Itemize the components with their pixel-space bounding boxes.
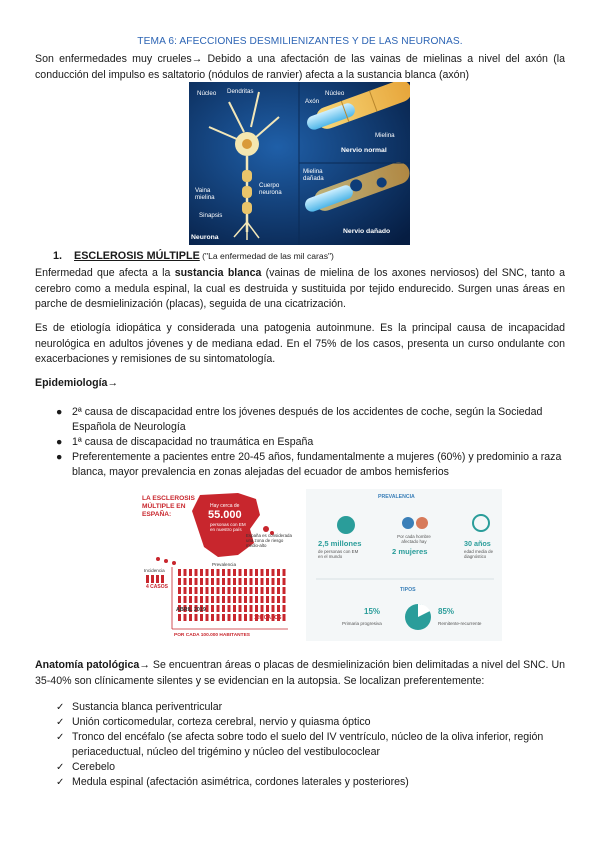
- list-item: [38, 775, 566, 790]
- infographic-abril: ABRIL 2019: [176, 607, 206, 613]
- person-mark: [195, 614, 198, 621]
- list-item: [38, 760, 566, 775]
- person-mark: [189, 614, 192, 621]
- esclerosis-infographic: [138, 489, 502, 641]
- check-icon: ✓: [56, 777, 65, 788]
- person-mark: [228, 605, 231, 612]
- person-mark: [277, 569, 280, 576]
- list-item-text: Cerebelo: [72, 761, 115, 773]
- person-mark: [239, 605, 242, 612]
- list-item: [38, 405, 566, 435]
- person-mark: [255, 587, 258, 594]
- infographic-casos-4: 4 CASOS: [146, 584, 168, 590]
- person-mark: [239, 587, 242, 594]
- person-mark: [283, 596, 286, 603]
- infographic-prevalencia: PREVALENCIA: [378, 494, 415, 500]
- list-item: [38, 450, 566, 480]
- person-mark: [233, 614, 236, 621]
- label-cuerpo: Cuerpo neurona: [259, 182, 282, 196]
- list-item: [38, 700, 566, 715]
- list-item: [38, 435, 566, 450]
- infographic-millones-sub: de personas con EM en el mundo: [318, 549, 359, 559]
- infographic-millones: 2,5 millones: [318, 539, 362, 548]
- person-mark: [250, 587, 253, 594]
- person-mark: [277, 587, 280, 594]
- person-mark: [283, 605, 286, 612]
- person-mark: [206, 569, 209, 576]
- label-vaina: Vaina mielina: [195, 187, 215, 201]
- anatomia-paragraph: [35, 658, 565, 689]
- person-mark: [211, 596, 214, 603]
- person-mark: [233, 605, 236, 612]
- person-mark: [261, 596, 264, 603]
- label-nucleo-2: Núcleo: [325, 90, 345, 97]
- person-mark: [244, 569, 247, 576]
- para1-bold: sustancia blanca: [174, 267, 262, 279]
- person-mark: [211, 614, 214, 621]
- person-mark: [222, 596, 225, 603]
- infographic-pct-15: 15%: [364, 607, 381, 616]
- bullet-icon: ●: [56, 436, 63, 448]
- person-mark: [239, 614, 242, 621]
- person-mark: [217, 578, 220, 585]
- person-mark: [222, 605, 225, 612]
- infographic-dos-mujeres: 2 mujeres: [392, 547, 428, 556]
- person-mark: [206, 605, 209, 612]
- person-mark: [178, 578, 181, 585]
- label-nervio-normal: Nervio normal: [341, 147, 387, 154]
- paragraph-2: Es de etiología idiopática y considerada una patogenia autoinmune. Es la principal causa de incapacidad neurológica en adultos jóvenes y de mediana edad. En el 75% de los casos, presenta un curso ondulante con exacerbaciones y remisiones de su sintomatología.: [35, 322, 565, 365]
- infographic-personas: personas con EM en nuestro país: [210, 522, 246, 532]
- label-mielina-danada: Mielina dañada: [303, 168, 324, 182]
- arrow-icon: →: [139, 659, 150, 671]
- person-mark: [222, 578, 225, 585]
- person-mark: [283, 569, 286, 576]
- list-item-text: Medula espinal (afectación asimétrica, cordones laterales y posteriores): [72, 776, 409, 788]
- infographic-anios: 30 años: [464, 539, 491, 548]
- person-mark: [228, 587, 231, 594]
- person-mark: [200, 587, 203, 594]
- person-mark: [228, 569, 231, 576]
- person-mark: [266, 605, 269, 612]
- person-mark: [233, 587, 236, 594]
- person-mark: [233, 578, 236, 585]
- person-mark: [184, 587, 187, 594]
- list-item-text: Tronco del encéfalo (se afecta sobre todo el suelo del IV ventrículo, núcleo de la oliva inferior, región periaceductual, núcleo del trigémino y núcleo del vestibulococlear: [72, 731, 544, 758]
- person-mark: [206, 614, 209, 621]
- epidemiologia-heading: [35, 376, 565, 392]
- intro-paragraph: [35, 52, 565, 83]
- person-mark: [189, 587, 192, 594]
- infographic-tipos: TIPOS: [400, 587, 416, 593]
- check-icon: ✓: [56, 732, 65, 743]
- arrow-icon: →: [107, 377, 118, 389]
- section-subtitle: ("La enfermedad de las mil caras"): [199, 251, 334, 261]
- person-mark: [266, 587, 269, 594]
- person-mark: [200, 614, 203, 621]
- person-mark: [217, 605, 220, 612]
- list-item-text: Preferentemente a pacientes entre 20-45 años, fundamentalmente a mujeres (60%) y predominio a raza blanca, mayor prevalencia en zonas alejadas del ecuador de ambos hemisferios: [72, 451, 562, 478]
- list-item-text: Sustancia blanca periventricular: [72, 701, 223, 713]
- person-mark: [261, 587, 264, 594]
- person-mark: [261, 569, 264, 576]
- person-mark: [217, 587, 220, 594]
- label-neurona: Neurona: [191, 234, 219, 241]
- person-mark: [266, 569, 269, 576]
- anatomia-list: [38, 700, 566, 790]
- infographic-por-hombre: Por cada hombre afectado hay: [397, 534, 431, 544]
- person-mark: [244, 605, 247, 612]
- person-mark: [250, 578, 253, 585]
- person-mark: [200, 596, 203, 603]
- person-mark: [255, 569, 258, 576]
- person-mark: [272, 569, 275, 576]
- person-mark: [184, 596, 187, 603]
- person-mark: [217, 569, 220, 576]
- page-title: TEMA 6: AFECCIONES DESMILIENIZANTES Y DE LAS NEURONAS.: [137, 36, 463, 47]
- list-item: [38, 730, 566, 760]
- person-mark: [250, 569, 253, 576]
- bullet-icon: ●: [56, 406, 63, 418]
- section-heading-esclerosis: [53, 250, 334, 262]
- person-mark: [255, 578, 258, 585]
- infographic-por-cada: POR CADA 100.000 HABITANTES: [174, 633, 250, 638]
- list-item-text: 1ª causa de discapacidad no traumática en España: [72, 436, 314, 448]
- person-mark: [255, 605, 258, 612]
- epidemiologia-list: [38, 405, 566, 480]
- person-mark: [272, 578, 275, 585]
- infographic-pct-85: 85%: [438, 607, 455, 616]
- person-mark: [233, 596, 236, 603]
- infographic-anios-sub: edad media de diagnóstico: [464, 549, 494, 559]
- person-mark: [178, 596, 181, 603]
- paragraph-1: [35, 266, 565, 313]
- person-mark: [261, 578, 264, 585]
- infographic-title: LA ESCLEROSIS MÚLTIPLE EN ESPAÑA:: [142, 495, 195, 518]
- person-mark: [261, 605, 264, 612]
- arrow-icon: →: [191, 53, 203, 65]
- person-mark: [222, 569, 225, 576]
- label-mielina: Mielina: [375, 132, 395, 139]
- person-mark: [195, 569, 198, 576]
- person-mark: [255, 596, 258, 603]
- check-icon: ✓: [56, 717, 65, 728]
- person-mark: [277, 578, 280, 585]
- person-mark: [184, 614, 187, 621]
- person-mark: [277, 605, 280, 612]
- person-mark: [189, 569, 192, 576]
- para1-text-b: (vainas de mielina de los axones nerviosos) del SNC, tanto a cerebro como a medula espinal, la cual es destruida y sustituida por tejido endurecido. Surgen unas áreas en parche de desmielinización (placas), seguida de una cicatrización.: [35, 267, 565, 310]
- infographic-casos-120: 120 CASOS: [254, 615, 282, 621]
- list-item-text: 2ª causa de discapacidad entre los jóvenes después de los accidentes de coche, según la Sociedad Española de Neurología: [72, 406, 543, 433]
- infographic-prevalencia-small: Prevalencia: [212, 562, 237, 567]
- person-mark: [272, 605, 275, 612]
- person-mark: [211, 578, 214, 585]
- person-mark: [206, 578, 209, 585]
- list-item-text: Unión corticomedular, corteza cerebral, nervio y quiasma óptico: [72, 716, 371, 728]
- anatomia-text: Se encuentran áreas o placas de desmielinización bien delimitadas a nivel del SNC. Un 35-40% son clínicamente silentes y se evidencian en la autopsia. Se localizan preferentemente:: [35, 659, 566, 687]
- person-mark: [189, 596, 192, 603]
- bullet-icon: ●: [56, 451, 63, 463]
- person-mark: [244, 587, 247, 594]
- person-mark: [250, 596, 253, 603]
- infographic-big-number: 55.000: [208, 509, 242, 521]
- person-mark: [250, 614, 253, 621]
- person-mark: [233, 569, 236, 576]
- person-mark: [266, 578, 269, 585]
- person-mark: [222, 587, 225, 594]
- person-mark: [217, 614, 220, 621]
- person-mark: [244, 596, 247, 603]
- person-mark: [206, 587, 209, 594]
- person-mark: [272, 596, 275, 603]
- label-sinapsis: Sinapsis: [199, 212, 223, 219]
- person-mark: [211, 569, 214, 576]
- section-number: 1.: [53, 250, 63, 262]
- person-mark: [178, 569, 181, 576]
- person-mark: [211, 587, 214, 594]
- infographic-incidencia: Incidencia: [144, 568, 165, 573]
- list-item: [38, 715, 566, 730]
- person-mark: [239, 569, 242, 576]
- person-mark: [195, 596, 198, 603]
- person-mark: [178, 614, 181, 621]
- person-mark: [206, 596, 209, 603]
- person-mark: [266, 596, 269, 603]
- person-mark: [211, 605, 214, 612]
- person-mark: [244, 578, 247, 585]
- person-mark: [200, 578, 203, 585]
- person-mark: [283, 614, 286, 621]
- person-mark: [222, 614, 225, 621]
- person-mark: [195, 587, 198, 594]
- section-title: ESCLEROSIS MÚLTIPLE: [74, 250, 200, 262]
- infographic-remitente: Remitente-recurrente: [438, 621, 482, 626]
- infographic-hay-cerca: Hay cerca de: [210, 503, 240, 509]
- intro-text-b: Debido a una afectación de las vainas de mielinas a nivel del axón (la conducción del impulso es saltatorio (nódulos de ranvier) afecta a la sustancia blanca (axón): [35, 53, 565, 81]
- label-nucleo: Núcleo: [197, 90, 217, 97]
- check-icon: ✓: [56, 762, 65, 773]
- person-mark: [228, 596, 231, 603]
- neuron-illustration: [189, 82, 410, 245]
- epidemiologia-title: Epidemiología: [35, 377, 108, 389]
- person-mark: [239, 596, 242, 603]
- person-mark: [189, 578, 192, 585]
- neuron-drawing: [189, 82, 410, 245]
- person-mark: [228, 578, 231, 585]
- person-mark: [195, 578, 198, 585]
- person-mark: [200, 569, 203, 576]
- person-mark: [277, 596, 280, 603]
- person-mark: [184, 569, 187, 576]
- person-mark: [228, 614, 231, 621]
- para1-text-a: Enfermedad que afecta a la: [35, 267, 175, 279]
- person-mark: [272, 587, 275, 594]
- person-mark: [239, 578, 242, 585]
- person-mark: [184, 578, 187, 585]
- person-mark: [283, 587, 286, 594]
- infographic-primaria: Primaria progresiva: [342, 621, 382, 626]
- person-mark: [178, 587, 181, 594]
- check-icon: ✓: [56, 702, 65, 713]
- label-nervio-danado: Nervio dañado: [343, 228, 391, 235]
- person-mark: [250, 605, 253, 612]
- anatomia-heading: Anatomía patológica: [35, 659, 140, 671]
- person-mark: [283, 578, 286, 585]
- intro-text-a: Son enfermedades muy crueles: [35, 53, 192, 65]
- label-axon: Axón: [305, 98, 320, 105]
- person-mark: [217, 596, 220, 603]
- label-dendritas: Dendritas: [227, 88, 254, 95]
- person-mark: [244, 614, 247, 621]
- infographic-espana: España es considerada una zona de riesgo medio-alto: [246, 533, 292, 548]
